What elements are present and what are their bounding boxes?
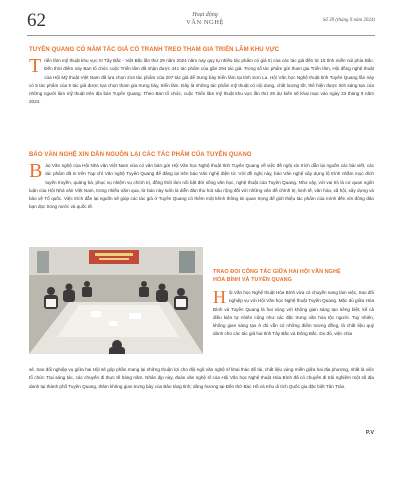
meeting-photo <box>29 247 203 354</box>
masthead-line1: Hoạt động <box>192 12 218 18</box>
page-number: 62 <box>27 10 46 31</box>
article1-text: riển lãm mỹ thuật khu vực III Tây Bắc - Việt Bắc lần thứ 29 năm 2024 năm nay quy tụ nhiều tác phẩm có giá trị của các tác giả đến từ 15 tỉnh miền núi phía Bắc. Đến thời điểm này Ban tổ chức cuộc Triển lãm đã nhận được 441 tác phẩm của gần 294 tác giả. Trong số tác phẩm gửi tham gia Triển lãm, Hội đồng nghệ thuật của Hội Mỹ thuật Việt Nam đã lựa chọn 214 tác phẩm của 207 tác giả để trưng bày triển lãm tại tỉnh Sơn La. Hội Văn học Nghệ thuật tỉnh Tuyên Quang lần này có 5 tác phẩm của 5 tác giả được lựa chọn tham gia trưng bày, triển lãm. Đây là những tác phẩm mỹ thuật có nội dung, chất lượng tốt, thể hiện được tinh sáng tạo của những người làm mỹ thuật trên địa bàn Tuyên Quang. Theo Ban tổ chức, cuộc Triển lãm mỹ thuật khu vực lần thứ 29 dự kiến sẽ khai mạc vào ngày 23 tháng 9 năm 2024. <box>29 58 374 105</box>
article-exhibition <box>29 47 374 107</box>
article3-dropcap: H <box>213 287 226 307</box>
article3-headline-block <box>213 268 374 284</box>
masthead-line2: VĂN NGHỆ <box>186 19 224 26</box>
article3-side-text: ội Văn học Nghệ thuật Hòa Bình vừa có chuyến sang làm việc, trao đổi nghiệp vụ với Hội Văn học Nghệ thuật Tuyên Quang. Mặc dù giữa Hòa Bình và Tuyên Quang là hai vùng với không gian sáng tạo riêng biệt, kể cả điều kiện tự nhiên cũng như các đặc trưng văn hóa tộc người. Tuy nhiên, không gian sáng tạo ở đó vẫn có những điểm tương đồng, là chất liệu quý dành cho các tác giả hai tỉnh Tây Bắc và Đông Bắc. Do đó, việc chia <box>213 290 374 337</box>
article3-side-column <box>213 289 374 339</box>
article-newspaper <box>29 152 374 212</box>
issue-label: Số 39 (tháng 9 năm 2024) <box>322 18 375 23</box>
article2-dropcap: B <box>29 160 43 182</box>
header-divider <box>27 35 375 36</box>
article2-text: áo Văn nghệ của Hội Nhà văn Việt Nam vừa có văn bản gửi Hội Văn học Nghệ thuật tỉnh Tuyên Quang về việc đề nghị xin trích dẫn lại nguồn các bài viết, các tác phẩm đã in trên Tạp chí Văn nghệ Tuyên Quang để đăng lại trên báo Văn nghệ điện tử. Với đề nghị này, báo Văn nghệ xây dựng lộ trình nhằm mục đích tuyên truyền, quảng bá, phục vụ nhiệm vụ chính trị, đồng thời làm nổi bật đời sống văn học, nghệ thuật của Tuyên Quang. Như vậy, với vai trò là cơ quan ngôn luận của Hội Nhà văn Việt Nam, trong nhiều năm qua, từ báo này luôn là diễn đàn thu hút sâu rộng đối với những vấn đề chính trị, kinh tế, văn hóa, xã hội, xây dựng và bảo vệ Tổ quốc. Việc trích dẫn lại nguồn sẽ giúp các tác giả ở Tuyên Quang có thêm một kênh thông tin quan trọng để giới thiệu tác phẩm của mình đến với đông đảo bạn đọc trong nước và quốc tế. <box>29 163 374 210</box>
article2-body <box>29 162 374 212</box>
masthead-logo <box>170 11 240 27</box>
article3-full-width <box>29 366 374 391</box>
article1-dropcap: T <box>29 55 42 77</box>
article3-body-full: sẻ, trao đổi nghiệp vụ giữa hai Hội sẽ góp phần mang lại những thuận lợi cho đội ngũ văn nghệ sĩ khai thác để tài, chất liệu vùng miền giữa hai địa phương, nhất là việc tổ chức Trại sáng tác, các chuyến đi thực tế hàng năm. Nhân dịp này, đoàn văn nghệ sĩ của Hội Văn học Nghệ thuật Hòa Bình đã có chuyến đi trải nghiệm một số địa danh tại thành phố Tuyên Quang, thăm không gian trưng bày của Bảo tàng tỉnh; dâng hương tại Đền thờ Bác Hồ và Khu di tích Quốc gia đặc biệt Tân Trào. <box>29 367 374 389</box>
article1-headline: TUYÊN QUANG CÓ NĂM TÁC GIẢ CÓ TRANH TREO THAM GIA TRIỂN LÃM KHU VỰC <box>29 47 280 53</box>
article3-headline-line2: HÒA BÌNH VÀ TUYÊN QUANG <box>213 277 293 283</box>
author-signature: P.V <box>365 430 374 436</box>
article3-body-side <box>213 289 374 339</box>
article3-headline-line1: TRAO ĐỔI CÔNG TÁC GIỮA HAI HỘI VĂN NGHỆ <box>213 269 341 275</box>
page-header <box>0 0 402 40</box>
article2-headline: BÁO VĂN NGHỆ XIN DẪN NGUỒN LẠI CÁC TÁC PHẨM CỦA TUYÊN QUANG <box>29 152 252 158</box>
article1-body <box>29 57 374 107</box>
